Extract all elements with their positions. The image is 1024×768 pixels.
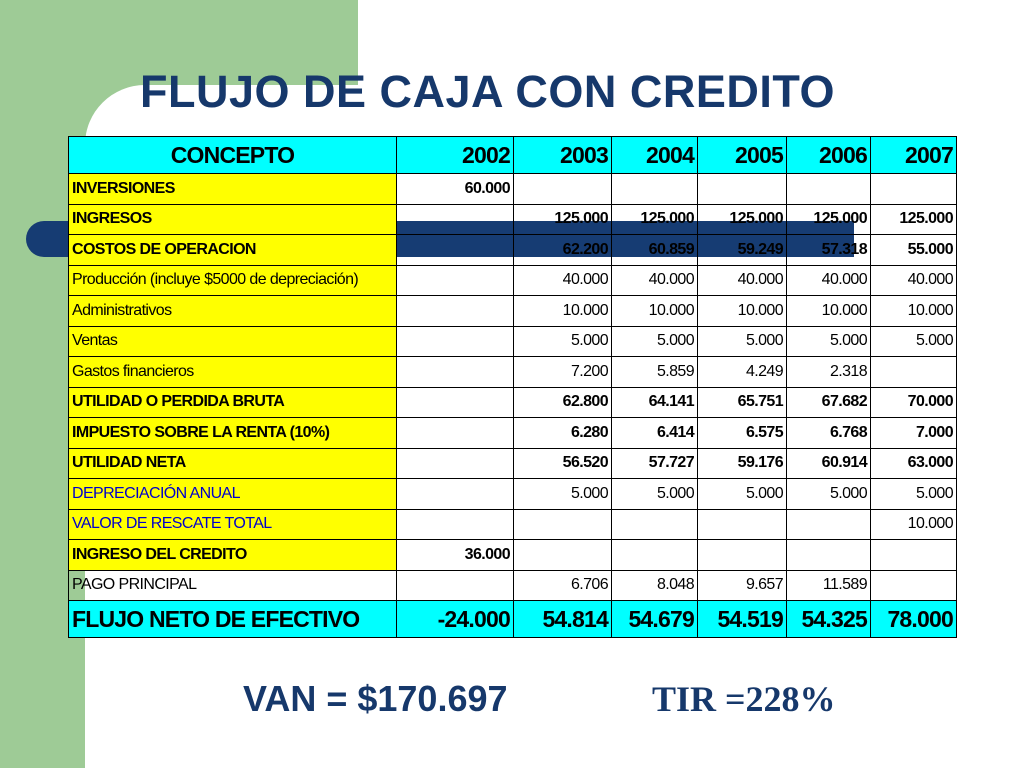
value-cell: 6.706 — [514, 570, 612, 601]
value-cell: 9.657 — [698, 570, 787, 601]
value-cell: 36.000 — [397, 540, 514, 571]
concept-cell: COSTOS DE OPERACION — [69, 235, 397, 266]
value-cell: 40.000 — [514, 265, 612, 296]
value-cell: 5.000 — [514, 479, 612, 510]
header-cell: CONCEPTO — [69, 137, 397, 174]
value-cell — [514, 509, 612, 540]
value-cell — [397, 387, 514, 418]
header-cell: 2007 — [871, 137, 957, 174]
value-cell — [397, 418, 514, 449]
table-row — [69, 570, 957, 601]
value-cell: 5.000 — [612, 326, 698, 357]
table-row — [69, 326, 957, 357]
table-row — [69, 509, 957, 540]
concept-cell: UTILIDAD NETA — [69, 448, 397, 479]
value-cell: 2.318 — [787, 357, 871, 388]
value-cell: 5.000 — [787, 479, 871, 510]
value-cell: 40.000 — [787, 265, 871, 296]
value-cell: 65.751 — [698, 387, 787, 418]
value-cell — [514, 174, 612, 205]
value-cell: 10.000 — [871, 509, 957, 540]
concept-cell: INGRESOS — [69, 204, 397, 235]
value-cell: 57.727 — [612, 448, 698, 479]
value-cell — [871, 174, 957, 205]
concept-cell: INVERSIONES — [69, 174, 397, 205]
value-cell — [612, 509, 698, 540]
value-cell — [787, 509, 871, 540]
value-cell: 10.000 — [698, 296, 787, 327]
concept-cell: INGRESO DEL CREDITO — [69, 540, 397, 571]
value-cell — [698, 540, 787, 571]
value-cell: 59.176 — [698, 448, 787, 479]
value-cell: 5.000 — [698, 479, 787, 510]
concept-cell: Gastos financieros — [69, 357, 397, 388]
concept-cell: PAGO PRINCIPAL — [69, 570, 397, 601]
value-cell — [871, 357, 957, 388]
value-cell: 64.141 — [612, 387, 698, 418]
value-cell: 78.000 — [871, 601, 957, 638]
value-cell: 5.859 — [612, 357, 698, 388]
table-row — [69, 540, 957, 571]
value-cell: 10.000 — [612, 296, 698, 327]
value-cell: 5.000 — [871, 326, 957, 357]
value-cell: 60.000 — [397, 174, 514, 205]
value-cell: 125.000 — [612, 204, 698, 235]
concept-cell: VALOR DE RESCATE TOTAL — [69, 509, 397, 540]
value-cell — [787, 540, 871, 571]
header-cell: 2003 — [514, 137, 612, 174]
concept-cell: Producción (incluye $5000 de depreciación) — [69, 265, 397, 296]
concept-cell: FLUJO NETO DE EFECTIVO — [69, 601, 397, 638]
value-cell — [787, 174, 871, 205]
value-cell — [871, 570, 957, 601]
value-cell — [397, 357, 514, 388]
header-cell: 2004 — [612, 137, 698, 174]
value-cell: 125.000 — [514, 204, 612, 235]
value-cell — [612, 174, 698, 205]
value-cell — [397, 479, 514, 510]
table-row — [69, 418, 957, 449]
value-cell — [397, 265, 514, 296]
value-cell: 63.000 — [871, 448, 957, 479]
value-cell — [397, 204, 514, 235]
value-cell: 54.519 — [698, 601, 787, 638]
value-cell: 5.000 — [698, 326, 787, 357]
value-cell — [698, 509, 787, 540]
value-cell: 5.000 — [871, 479, 957, 510]
concept-cell: UTILIDAD O PERDIDA BRUTA — [69, 387, 397, 418]
table-row — [69, 479, 957, 510]
value-cell: 7.200 — [514, 357, 612, 388]
value-cell — [397, 509, 514, 540]
table-row — [69, 296, 957, 327]
value-cell: 10.000 — [787, 296, 871, 327]
value-cell — [612, 540, 698, 571]
value-cell: 5.000 — [612, 479, 698, 510]
value-cell: 4.249 — [698, 357, 787, 388]
value-cell: 6.575 — [698, 418, 787, 449]
value-cell — [397, 448, 514, 479]
concept-cell: Administrativos — [69, 296, 397, 327]
net-cash-flow-row — [69, 601, 957, 638]
value-cell: 6.414 — [612, 418, 698, 449]
value-cell: 57.318 — [787, 235, 871, 266]
value-cell: 62.800 — [514, 387, 612, 418]
value-cell: 54.814 — [514, 601, 612, 638]
value-cell — [514, 540, 612, 571]
header-cell: 2005 — [698, 137, 787, 174]
value-cell: 62.200 — [514, 235, 612, 266]
cash-flow-table — [68, 136, 957, 638]
table-header-row — [69, 137, 957, 174]
header-cell: 2002 — [397, 137, 514, 174]
value-cell: 6.280 — [514, 418, 612, 449]
value-cell: 125.000 — [698, 204, 787, 235]
value-cell: 10.000 — [514, 296, 612, 327]
value-cell: 40.000 — [698, 265, 787, 296]
slide-title: FLUJO DE CAJA CON CREDITO — [140, 66, 836, 117]
value-cell: 60.859 — [612, 235, 698, 266]
value-cell: 10.000 — [871, 296, 957, 327]
value-cell: 59.249 — [698, 235, 787, 266]
concept-cell: DEPRECIACIÓN ANUAL — [69, 479, 397, 510]
tir-result: TIR =228% — [652, 679, 836, 719]
value-cell: 40.000 — [871, 265, 957, 296]
value-cell: 40.000 — [612, 265, 698, 296]
value-cell: 70.000 — [871, 387, 957, 418]
van-result: VAN = $170.697 — [243, 678, 508, 719]
value-cell: 7.000 — [871, 418, 957, 449]
concept-cell: Ventas — [69, 326, 397, 357]
value-cell — [698, 174, 787, 205]
value-cell — [397, 296, 514, 327]
value-cell — [397, 235, 514, 266]
value-cell: 67.682 — [787, 387, 871, 418]
header-cell: 2006 — [787, 137, 871, 174]
table-row — [69, 265, 957, 296]
table-row — [69, 357, 957, 388]
value-cell: 60.914 — [787, 448, 871, 479]
table-row — [69, 174, 957, 205]
table-row — [69, 448, 957, 479]
value-cell: 125.000 — [787, 204, 871, 235]
value-cell — [397, 570, 514, 601]
value-cell: 8.048 — [612, 570, 698, 601]
value-cell — [871, 540, 957, 571]
table-row — [69, 235, 957, 266]
concept-cell: IMPUESTO SOBRE LA RENTA (10%) — [69, 418, 397, 449]
value-cell: 55.000 — [871, 235, 957, 266]
table-row — [69, 387, 957, 418]
value-cell: 6.768 — [787, 418, 871, 449]
value-cell: 11.589 — [787, 570, 871, 601]
value-cell: -24.000 — [397, 601, 514, 638]
value-cell: 5.000 — [787, 326, 871, 357]
value-cell: 56.520 — [514, 448, 612, 479]
value-cell: 125.000 — [871, 204, 957, 235]
table-row — [69, 204, 957, 235]
value-cell: 5.000 — [514, 326, 612, 357]
value-cell: 54.325 — [787, 601, 871, 638]
value-cell: 54.679 — [612, 601, 698, 638]
value-cell — [397, 326, 514, 357]
